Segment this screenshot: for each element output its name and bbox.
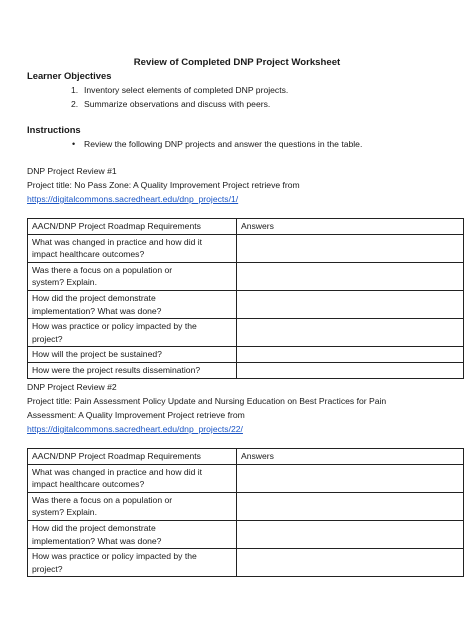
bullet-icon: •	[72, 139, 76, 149]
table-row	[28, 492, 464, 520]
requirement-cell: What was changed in practice and how did it impact healthcare outcomes?	[28, 464, 237, 492]
table-row	[28, 234, 464, 262]
requirement-cell: How was practice or policy impacted by the project?	[28, 319, 237, 347]
objective-text: Inventory select elements of completed DNP projects.	[84, 85, 289, 95]
instruction-text: Review the following DNP projects and answer the questions in the table.	[84, 139, 363, 149]
requirement-cell: Was there a focus on a population or system? Explain.	[28, 492, 237, 520]
answer-cell[interactable]	[237, 319, 464, 347]
review-2-heading: DNP Project Review #2	[27, 382, 117, 392]
requirement-cell: How will the project be sustained?	[28, 347, 237, 363]
review-2-title-line-2: Assessment: A Quality Improvement Project retrieve from	[27, 410, 245, 420]
review-2-link[interactable]: https://digitalcommons.sacredheart.edu/dnp_projects/22/	[27, 424, 243, 434]
answer-cell[interactable]	[237, 520, 464, 548]
review-1-link[interactable]: https://digitalcommons.sacredheart.edu/dnp_projects/1/	[27, 194, 239, 204]
answer-cell[interactable]	[237, 464, 464, 492]
table-row	[28, 262, 464, 290]
objective-text: Summarize observations and discuss with peers.	[84, 99, 271, 109]
requirement-cell: How were the project results dissemination?	[28, 362, 237, 378]
objective-item	[0, 98, 474, 111]
answer-cell[interactable]	[237, 347, 464, 363]
requirement-cell: How did the project demonstrate implementation? What was done?	[28, 520, 237, 548]
answer-cell[interactable]	[237, 492, 464, 520]
header-answers: Answers	[237, 449, 464, 465]
review-1-heading: DNP Project Review #1	[27, 166, 117, 176]
answer-cell[interactable]	[237, 234, 464, 262]
instruction-item	[0, 138, 474, 151]
table-header-row	[28, 219, 464, 235]
table-row	[28, 290, 464, 318]
instructions-heading: Instructions	[27, 124, 81, 135]
objective-number: 2.	[71, 99, 79, 109]
header-answers: Answers	[237, 219, 464, 235]
table-header-row	[28, 449, 464, 465]
objective-item	[0, 84, 474, 97]
document-title: Review of Completed DNP Project Worksheet	[133, 57, 341, 68]
table-row	[28, 319, 464, 347]
header-requirements: AACN/DNP Project Roadmap Requirements	[28, 219, 237, 235]
review-2-title-line-1: Project title: Pain Assessment Policy Update and Nursing Education on Best Practices for Pain	[27, 396, 387, 406]
objectives-heading: Learner Objectives	[27, 70, 112, 81]
table-row	[28, 347, 464, 363]
table-row	[28, 549, 464, 577]
review-1-table	[27, 218, 464, 379]
answer-cell[interactable]	[237, 262, 464, 290]
requirement-cell: Was there a focus on a population or system? Explain.	[28, 262, 237, 290]
header-requirements: AACN/DNP Project Roadmap Requirements	[28, 449, 237, 465]
answer-cell[interactable]	[237, 290, 464, 318]
table-row	[28, 464, 464, 492]
requirement-cell: How did the project demonstrate implementation? What was done?	[28, 290, 237, 318]
answer-cell[interactable]	[237, 362, 464, 378]
review-2-table	[27, 448, 464, 577]
requirement-cell: What was changed in practice and how did it impact healthcare outcomes?	[28, 234, 237, 262]
answer-cell[interactable]	[237, 549, 464, 577]
review-1-title: Project title: No Pass Zone: A Quality Improvement Project retrieve from	[27, 180, 300, 190]
objective-number: 1.	[71, 85, 79, 95]
table-row	[28, 362, 464, 378]
table-row	[28, 520, 464, 548]
requirement-cell: How was practice or policy impacted by the project?	[28, 549, 237, 577]
